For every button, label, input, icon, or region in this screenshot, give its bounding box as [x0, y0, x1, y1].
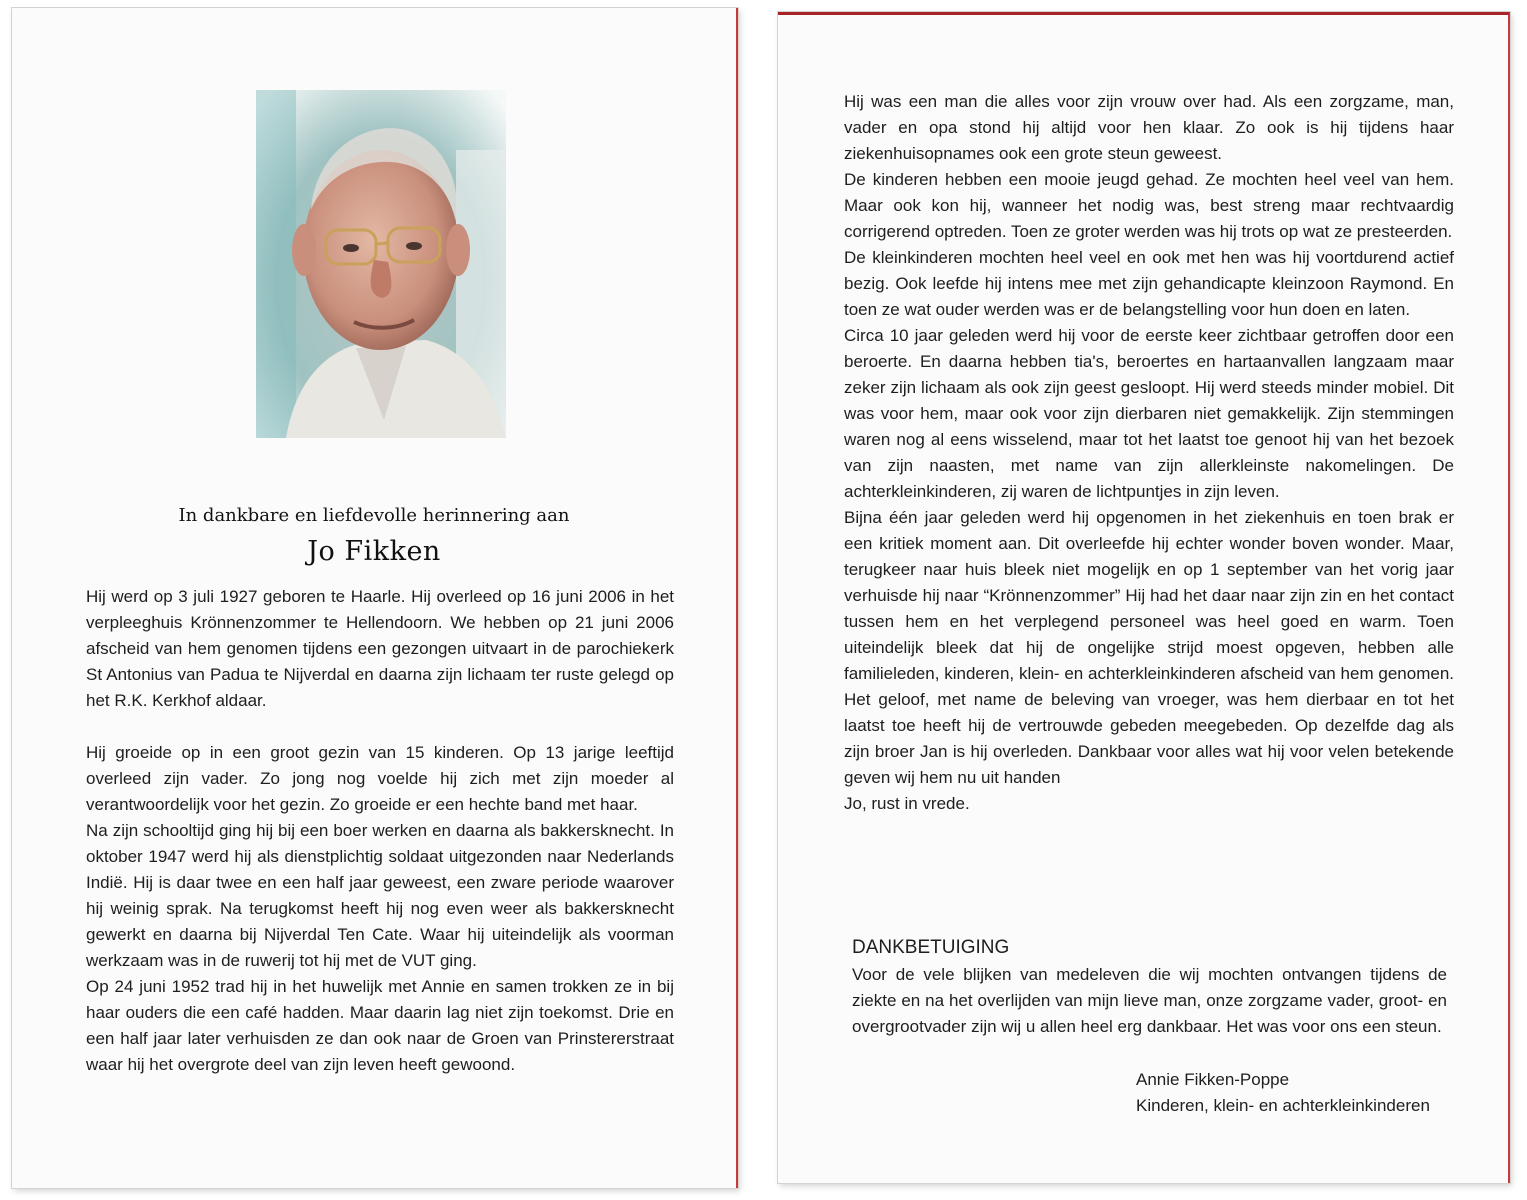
farewell-line: Jo, rust in vrede.	[844, 794, 970, 813]
thanks-paragraph: Voor de vele blijken van medeleven die wij mochten ontvangen tijdens de ziekte en na het overlijden van mijn lieve man, onze zorgzame vader, groot- en overgrootvader zijn wij u allen heel erg dankbaar. Het was voor ons een steun.	[852, 965, 1447, 1036]
biography-paragraph: Hij groeide op in een groot gezin van 15 kinderen. Op 13 jarige leeftijd overleed zijn vader. Zo jong nog voelde hij zich met zijn moeder al verantwoordelijk voor het gezin. Zo groeide er een hechte band met haar.	[86, 743, 674, 814]
dedication-line: In dankbare en liefdevolle herinnering aan	[178, 505, 570, 526]
right-card-page	[778, 12, 1510, 1183]
life-story	[844, 89, 1454, 817]
deceased-name: Jo Fikken	[307, 536, 441, 567]
biography-paragraph: Op 24 juni 1952 trad hij in het huwelijk met Annie en samen trokken ze in bij haar ouders die een café hadden. Maar daarin lag niet zijn toekomst. Drie en een half jaar later verhuisden ze dan ook naar de Groen van Prinstererstraat waar hij het overgrote deel van zijn leven heeft gewoond.	[86, 977, 674, 1074]
biography-intro	[86, 584, 674, 714]
thanks-text	[852, 962, 1447, 1040]
story-paragraph: De kleinkinderen mochten heel veel en ook met hen was hij voortdurend actief bezig. Ook leefde hij intens mee met zijn gehandicapte kleinzoon Raymond. En toen ze wat ouder werden was er de belangstelling voor hun doen en laten.	[844, 248, 1454, 319]
signature-family: Kinderen, klein- en achterkleinkinderen	[1136, 1096, 1430, 1115]
biography-body	[86, 740, 674, 1078]
story-paragraph: Hij was een man die alles voor zijn vrouw over had. Als een zorgzame, man, vader en opa stond hij altijd voor hen klaar. Zo ook is hij tijdens haar ziekenhuisopnames ook een grote steun geweest.	[844, 92, 1454, 163]
portrait-icon	[256, 90, 506, 438]
biography-paragraph: Na zijn schooltijd ging hij bij een boer werken en daarna als bakkersknecht. In oktober 1947 werd hij als dienstplichtig soldaat uitgezonden naar Nederlands Indië. Hij is daar twee en een half jaar geweest, een zware periode waarover hij weinig sprak. Na terugkomst heeft hij nog even weer als bakkersknecht gewerkt en daarna bij Nijverdal Ten Cate. Waar hij uiteindelijk als voorman werkzaam was in de ruwerij tot hij met de VUT ging.	[86, 821, 674, 970]
left-card-page	[12, 8, 738, 1188]
signature-block	[1136, 1067, 1430, 1119]
story-paragraph: Circa 10 jaar geleden werd hij voor de eerste keer zichtbaar getroffen door een beroerte. En daarna hebben tia's, beroertes en hartaanvallen langzaam maar zeker zijn lichaam als ook zijn geest gesloopt. Hij werd steeds minder mobiel. Dit was voor hem, maar ook voor zijn dierbaren niet gemakkelijk. Zijn stemmingen waren nog al eens wisselend, maar tot het laatst toe genoot hij van het bezoek van zijn naasten, met name van zijn allerkleinste nakomelingen. De achterkleinkinderen, zij waren de lichtpuntjes in zijn leven.	[844, 326, 1454, 501]
story-paragraph: Bijna één jaar geleden werd hij opgenomen in het ziekenhuis en toen brak er een kritiek moment aan. Dit overleefde hij echter wonder boven wonder. Maar, terugkeer naar huis bleek niet mogelijk en op 1 september van het vorig jaar verhuisde hij naar “Krönnenzommer” Hij had het daar naar zijn zin en het contact tussen hem en het verplegend personeel was heel goed en warm. Toen uiteindelijk bleek dat hij de ongelijke strijd moest opgeven, hebben alle familieleden, kinderen, klein- en achterkleinkinderen afscheid van hem genomen. Het geloof, met name de beleving van vroeger, was hem dierbaar en tot het laatst toe heeft hij de vertrouwde gebeden meegebeden. Op dezelfde dag als zijn broer Jan is hij overleden. Dankbaar voor alles wat hij voor velen betekende geven wij hem nu uit handen	[844, 508, 1454, 787]
portrait-photo	[256, 90, 506, 438]
signature-name: Annie Fikken-Poppe	[1136, 1070, 1290, 1089]
biography-paragraph: Hij werd op 3 juli 1927 geboren te Haarle. Hij overleed op 16 juni 2006 in het verpleeghuis Krönnenzommer te Hellendoorn. We hebben op 21 juni 2006 afscheid van hem genomen tijdens een gezongen uitvaart in de parochiekerk St Antonius van Padua te Nijverdal en daarna zijn lichaam ter ruste gelegd op het R.K. Kerkhof aldaar.	[86, 587, 674, 710]
thanks-heading: DANKBETUIGING	[852, 937, 1010, 958]
story-paragraph: De kinderen hebben een mooie jeugd gehad. Ze mochten heel veel van hem. Maar ook kon hij, wanneer het nodig was, best streng maar rechtvaardig corrigerend optreden. Toen ze groter werden was hij trots op wat ze presteerden.	[844, 170, 1454, 241]
